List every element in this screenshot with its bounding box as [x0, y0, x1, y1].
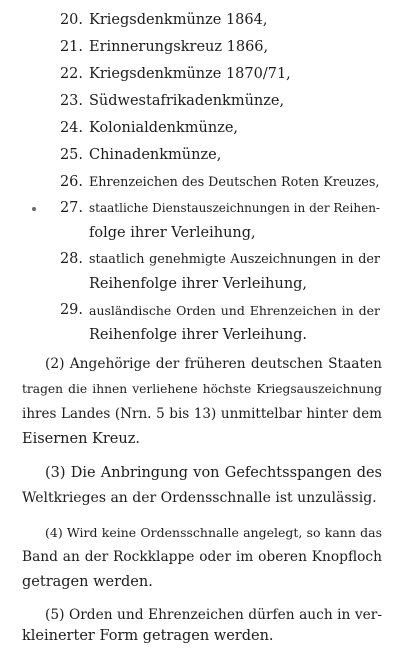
- paragraph-line: Band an der Rockklappe oder im oberen Knopfloch: [22, 549, 382, 565]
- paragraph-line: getragen werden.: [22, 574, 153, 590]
- list-text: Südwestafrikadenkmünze,: [89, 93, 285, 109]
- list-text: Kriegsdenkmünze 1864,: [89, 12, 268, 28]
- paragraph-line: tragen die ihnen verliehene höchste Kriegsauszeichnung: [22, 382, 382, 396]
- list-number: 28.: [59, 251, 83, 267]
- list-number: 23.: [59, 93, 83, 109]
- paragraph-line: Weltkrieges an der Ordensschnalle ist unzulässig.: [22, 490, 377, 506]
- list-text-line-2: Reihenfolge ihrer Verleihung,: [89, 276, 308, 292]
- list-number: 29.: [59, 302, 83, 318]
- list-text-line-2: Reihenfolge ihrer Verleihung.: [89, 327, 308, 343]
- list-number: 26.: [59, 174, 83, 190]
- list-number: 20.: [59, 12, 83, 28]
- list-number: 22.: [59, 66, 83, 82]
- paragraph-line: (4) Wird keine Ordensschnalle angelegt, so kann das: [45, 525, 382, 540]
- list-text: Ehrenzeichen des Deutschen Roten Kreuzes,: [89, 175, 380, 190]
- list-number: 25.: [59, 147, 83, 163]
- paragraph-line: ihres Landes (Nrn. 5 bis 13) unmittelbar hinter dem: [22, 406, 382, 422]
- paragraph-line: (2) Angehörige der früheren deutschen Staaten: [45, 356, 382, 372]
- list-number: 21.: [59, 39, 83, 55]
- list-text: Erinnerungskreuz 1866,: [89, 39, 269, 55]
- list-text: Kriegsdenkmünze 1870/71,: [89, 66, 291, 82]
- list-text: Kolonialdenkmünze,: [89, 120, 239, 136]
- paragraph-line: (3) Die Anbringung von Gefechtsspangen des: [45, 465, 382, 481]
- list-text-line-1: staatliche Dienstauszeichnungen in der Reihen-: [89, 201, 380, 215]
- margin-mark: [32, 207, 36, 211]
- list-text: Chinadenkmünze,: [89, 147, 222, 163]
- list-number: 27.: [59, 200, 83, 216]
- paragraph-line: (5) Orden und Ehrenzeichen dürfen auch in ver-: [45, 607, 382, 623]
- list-text-line-1: staatlich genehmigte Auszeichnungen in der: [89, 252, 380, 267]
- paragraph-line: kleinerter Form getragen werden.: [22, 628, 274, 644]
- list-text-line-2: folge ihrer Verleihung,: [89, 225, 256, 241]
- list-text-line-1: ausländische Orden und Ehrenzeichen in der: [89, 303, 380, 318]
- list-number: 24.: [59, 120, 83, 136]
- paragraph-line: Eisernen Kreuz.: [22, 431, 140, 447]
